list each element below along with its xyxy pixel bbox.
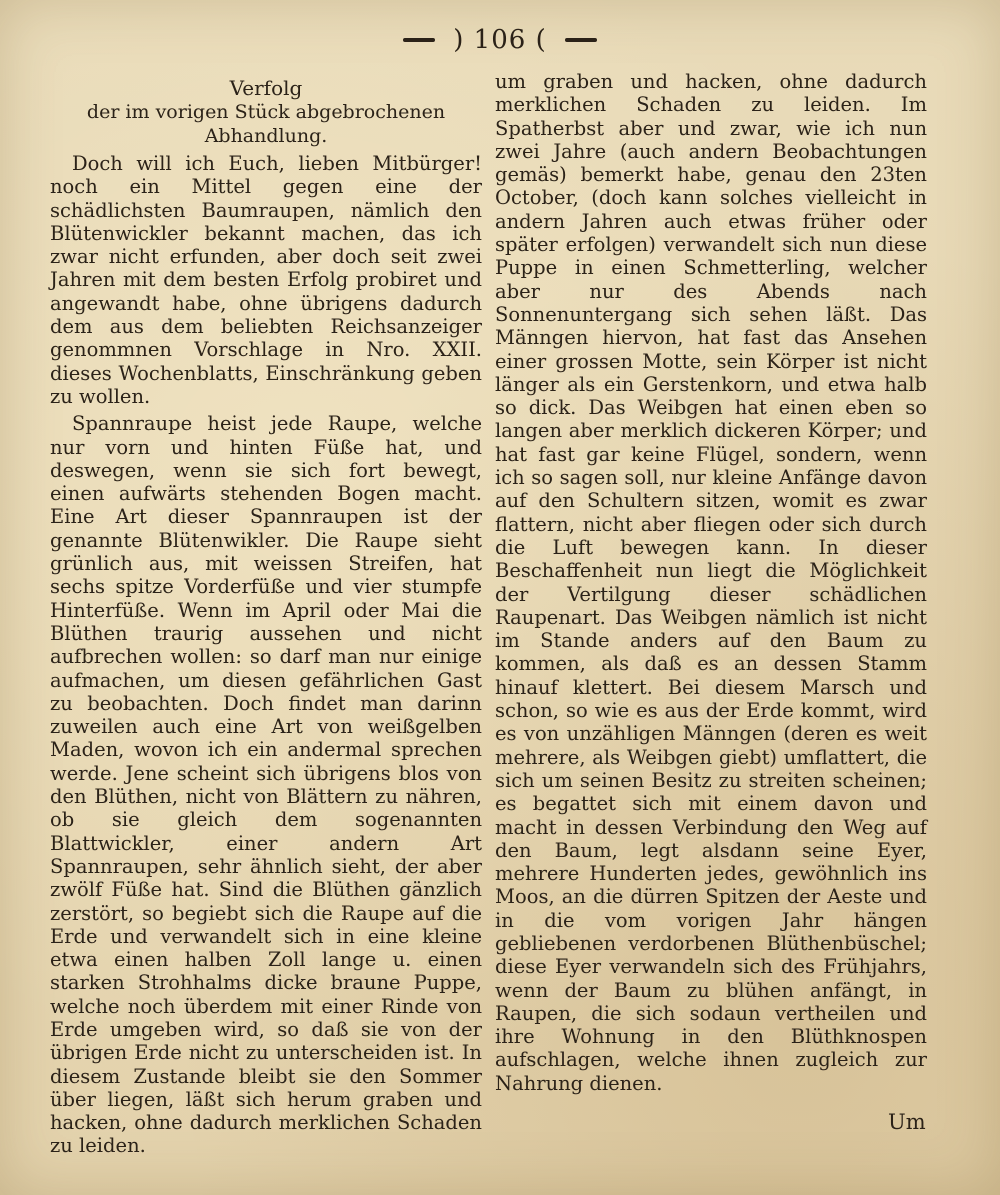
left-paragraph-2: Spannraupe heist jede Raupe, welche nur vorn und hinten Füße hat, und deswegen, wenn sie sich fort bewegt, einen aufwärts stehenden Bogen macht. Eine Art dieser Spannraupen ist der genannte Blütenwikler. Die Raupe sieht grünlich aus, mit weissen Streifen, hat sechs spitze Vorderfüße und vier stumpfe Hinterfüße. Wenn im April oder Mai die Blüthen traurig aussehen und nicht aufbrechen wollen: so darf man nur einige aufmachen, um diesen gefährlichen Gast zu beobachten. Doch findet man darinn zuweilen auch eine Art von weißgelben Maden, wovon ich ein andermal sprechen werde. Jene scheint sich übrigens blos von den Blüthen, nicht von Blättern zu nähren, ob sie gleich dem sogenannten Blattwickler, einer andern Art Spannraupen, sehr ähnlich sieht, der aber zwölf Füße hat. Sind die Blüthen gänzlich zerstört, so begiebt sich die Raupe auf die Erde und verwandelt sich in eine kleine etwa einen halben Zoll lange u. einen starken Strohhalms dicke braune Puppe, welche noch überdem mit einer Rinde von Erde umgeben wird, so daß sie von der übrigen Erde nicht zu unterscheiden ist. In diesem Zustande bleibt sie den Sommer über liegen, läßt sich herum graben und hacken, ohne dadurch merklichen Schaden zu leiden. (50, 412, 482, 1158)
article-title: Verfolg (229, 76, 303, 100)
header-rule-right (565, 38, 597, 42)
page-header (0, 22, 1000, 58)
article-subtitle: der im vorigen Stück abgebrochenen Abhandlung. (86, 101, 446, 147)
header-rule-left (403, 38, 435, 42)
left-column (50, 76, 482, 1158)
left-paragraph-1: Doch will ich Euch, lieben Mitbürger! noch ein Mittel gegen eine der schädlichsten Baumraupen, nämlich den Blütenwickler bekannt machen, das ich zwar nicht erfunden, aber doch seit zwei Jahren mit dem besten Erfolg probiret und angewandt habe, ohne übrigens dadurch dem aus dem beliebten Reichsanzeiger genommnen Vorschlage in Nro. XXII. dieses Wochenblatts, Einschränkung geben zu wollen. (50, 152, 482, 408)
catchword: Um (888, 1110, 926, 1134)
article-heading (50, 76, 482, 148)
page-number: ) 106 ( (453, 25, 547, 55)
right-paragraph-1: um graben und hacken, ohne dadurch merklichen Schaden zu leiden. Im Spatherbst aber und zwar, wie ich nun zwei Jahre (auch andern Beobachtungen gemäs) bemerkt habe, genau den 23ten October, (doch kann solches vielleicht in andern Jahren auch etwas früher oder später erfolgen) verwandelt sich nun diese Puppe in einen Schmetterling, welcher aber nur des Abends nach Sonnenuntergang sich sehen läßt. Das Männgen hiervon, hat fast das Ansehen einer grossen Motte, sein Körper ist nicht länger als ein Gerstenkorn, und etwa halb so dick. Das Weibgen hat einen eben so langen aber merklich dickeren Körper; und hat fast gar keine Flügel, sondern, wenn ich so sagen soll, nur kleine Anfänge davon auf den Schultern sitzen, womit es zwar flattern, nicht aber fliegen oder sich durch die Luft bewegen kann. In dieser Beschaffenheit nun liegt die Möglichkeit der Vertilgung dieser schädlichen Raupenart. Das Weibgen nämlich ist nicht im Stande anders auf den Baum zu kommen, als daß es an dessen Stamm hinauf klettert. Bei diesem Marsch und schon, so wie es aus der Erde kommt, wird es von unzähligen Männgen (deren es weit mehrere, als Weibgen giebt) umflattert, die sich um seinen Besitz zu streiten scheinen; es begattet sich mit einem davon und macht in dessen Verbindung den Weg auf den Baum, legt alsdann seine Eyer, mehrere Hunderten jedes, gewöhnlich ins Moos, an die dürren Spitzen der Aeste und in die vom vorigen Jahr hängen gebliebenen verdorbenen Blüthenbüschel; diese Eyer verwandeln sich des Frühjahrs, wenn der Baum zu blühen anfängt, in Raupen, die sich sodaun vertheilen und ihre Wohnung in den Blüthknospen aufschlagen, welche ihnen zugleich zur Nahrung dienen. (495, 70, 927, 1095)
right-column (495, 70, 927, 1095)
